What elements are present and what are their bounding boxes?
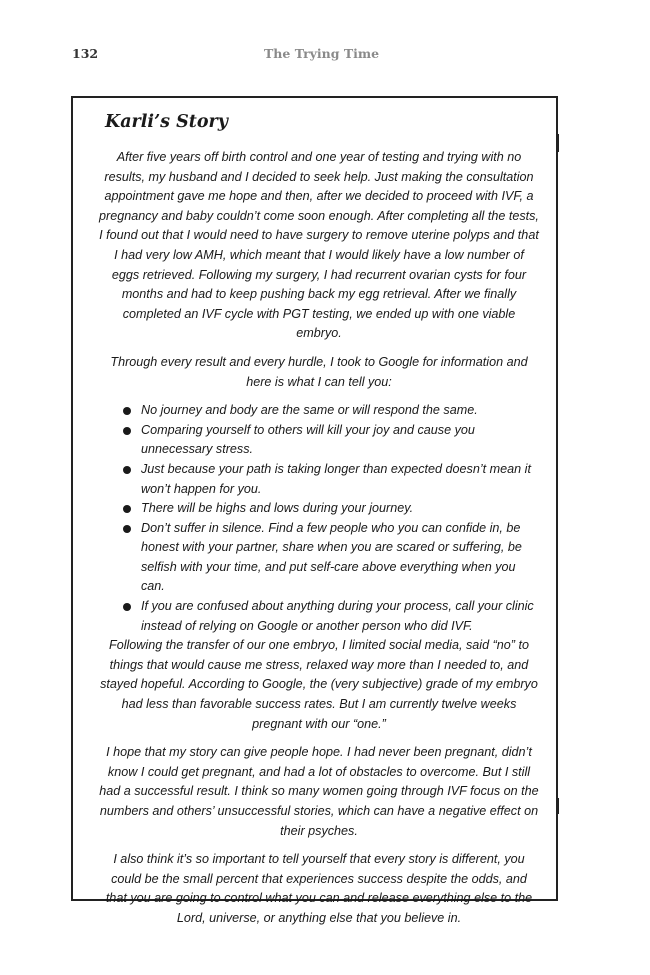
advice-text: There will be highs and lows during your journey.	[141, 501, 414, 516]
story-body	[99, 148, 539, 938]
story-sidebar-box	[71, 96, 558, 925]
bullet-icon	[123, 603, 131, 611]
advice-text: Comparing yourself to others will kill your joy and cause you unnecessary stress.	[141, 422, 475, 457]
page-number: 132	[72, 46, 99, 61]
advice-list-item	[141, 499, 539, 519]
story-paragraph: Through every result and every hurdle, I took to Google for information and here is what I can tell you:	[110, 354, 528, 389]
advice-text: If you are confused about anything during your process, call your clinic instead of relying on Google or another person who did IVF.	[141, 599, 534, 633]
bullet-icon	[123, 505, 131, 513]
advice-list	[99, 401, 539, 636]
story-paragraph: I hope that my story can give people hope. I had never been pregnant, didn’t know I could get pregnant, and had a lot of obstacles to overcome. But I still had a successful result. I think so many women going through IVF focus on the numbers and others’ unsuccessful stories, which can have a negative effect on their psyches.	[99, 745, 539, 838]
box-edge-mark	[556, 798, 559, 814]
advice-text: Don’t suffer in silence. Find a few people who you can confide in, be honest with your partner, share when you are scared or suffering, be selfish with your time, and put self-care above everything when you can.	[141, 520, 522, 594]
box-edge-mark	[556, 134, 559, 152]
advice-list-item	[141, 401, 539, 421]
bullet-icon	[123, 525, 131, 533]
running-title: The Trying Time	[264, 46, 380, 61]
advice-text: Just because your path is taking longer than expected doesn’t mean it won’t happen for you.	[141, 461, 531, 496]
advice-list-item	[141, 519, 539, 597]
story-title: Karli’s Story	[105, 112, 228, 132]
advice-text: No journey and body are the same or will respond the same.	[141, 403, 478, 418]
advice-list-item	[141, 421, 539, 460]
story-paragraph: Following the transfer of our one embryo, I limited social media, said “no” to things that would cause me stress, relaxed way more than I needed to, and stayed hopeful. According to Google, the (very subjective) grade of my embryo had less than favorable success rates. But I am currently twelve weeks pregnant with our “one.”	[100, 638, 538, 731]
bullet-icon	[123, 407, 131, 415]
bullet-icon	[123, 427, 131, 435]
running-head	[72, 46, 572, 64]
advice-list-item	[141, 460, 539, 499]
story-paragraph: I also think it’s so important to tell yourself that every story is different, you could be the small percent that experiences success despite the odds, and that you are going to control what you can and release everything else to the Lord, universe, or anything else that you believe in.	[105, 852, 533, 925]
story-paragraph: After five years off birth control and one year of testing and trying with no results, my husband and I decided to seek help. Just making the consultation appointment gave me hope and then, after we decided to proceed with IVF, a pregnancy and baby couldn’t come soon enough. After completing all the tests, I found out that I would need to have surgery to remove uterine polyps and that I had very low AMH, which meant that I would likely have a low number of eggs retrieved. Following my surgery, I had recurrent ovarian cysts for four months and had to keep pushing back my egg retrieval. After we finally completed an IVF cycle with PGT testing, we ended up with one viable embryo.	[99, 150, 539, 341]
advice-list-item	[141, 597, 539, 636]
bullet-icon	[123, 466, 131, 474]
